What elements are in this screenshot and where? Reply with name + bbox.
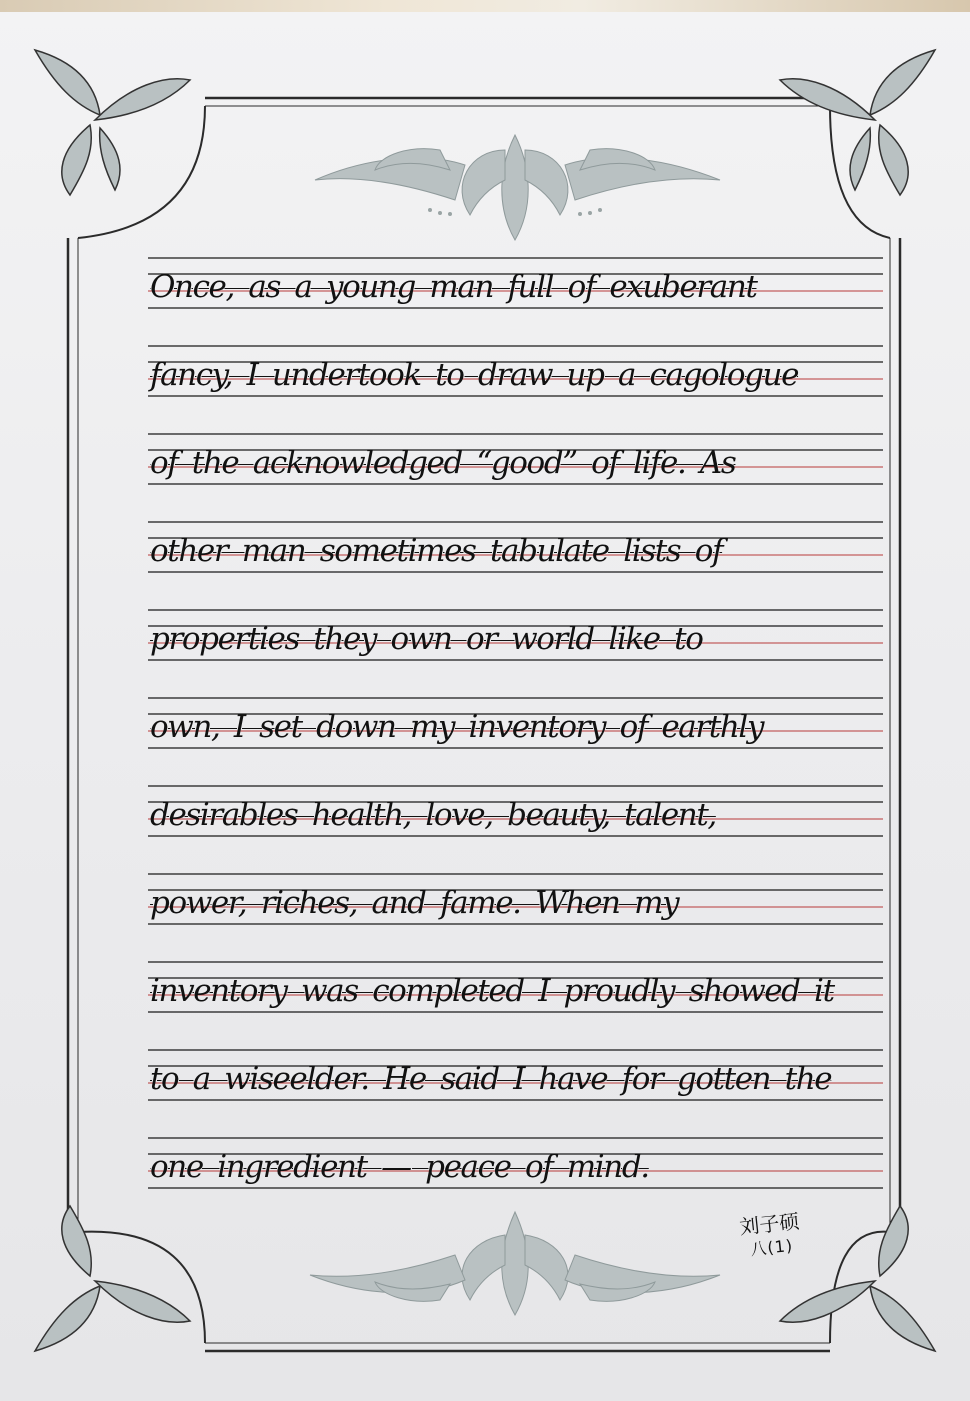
text-line-7: desirables health, love, beauty, talent,	[150, 797, 716, 833]
text-line-1: Once, as a young man full of exuberant	[150, 269, 757, 305]
text-line-11: one ingredient — peace of mind.	[150, 1149, 649, 1185]
text-line-6: own, I set down my inventory of earthly	[150, 709, 764, 745]
signature	[733, 1208, 808, 1271]
text-line-4: other man sometimes tabulate lists of	[150, 533, 723, 569]
text-line-2: fancy, I undertook to draw up a cagologue	[150, 357, 799, 393]
text-line-9: inventory was completed I proudly showed it	[150, 973, 834, 1009]
text-line-3: of the acknowledged “good” of life. As	[150, 445, 736, 481]
signature-name: 刘子硕	[738, 1209, 801, 1240]
text-line-8: power, riches, and fame. When my	[150, 885, 679, 921]
signature-class: 八(1)	[749, 1235, 794, 1260]
text-line-10: to a wiseelder. He said I have for gotten the	[150, 1061, 832, 1097]
text-line-5: properties they own or world like to	[150, 621, 703, 657]
